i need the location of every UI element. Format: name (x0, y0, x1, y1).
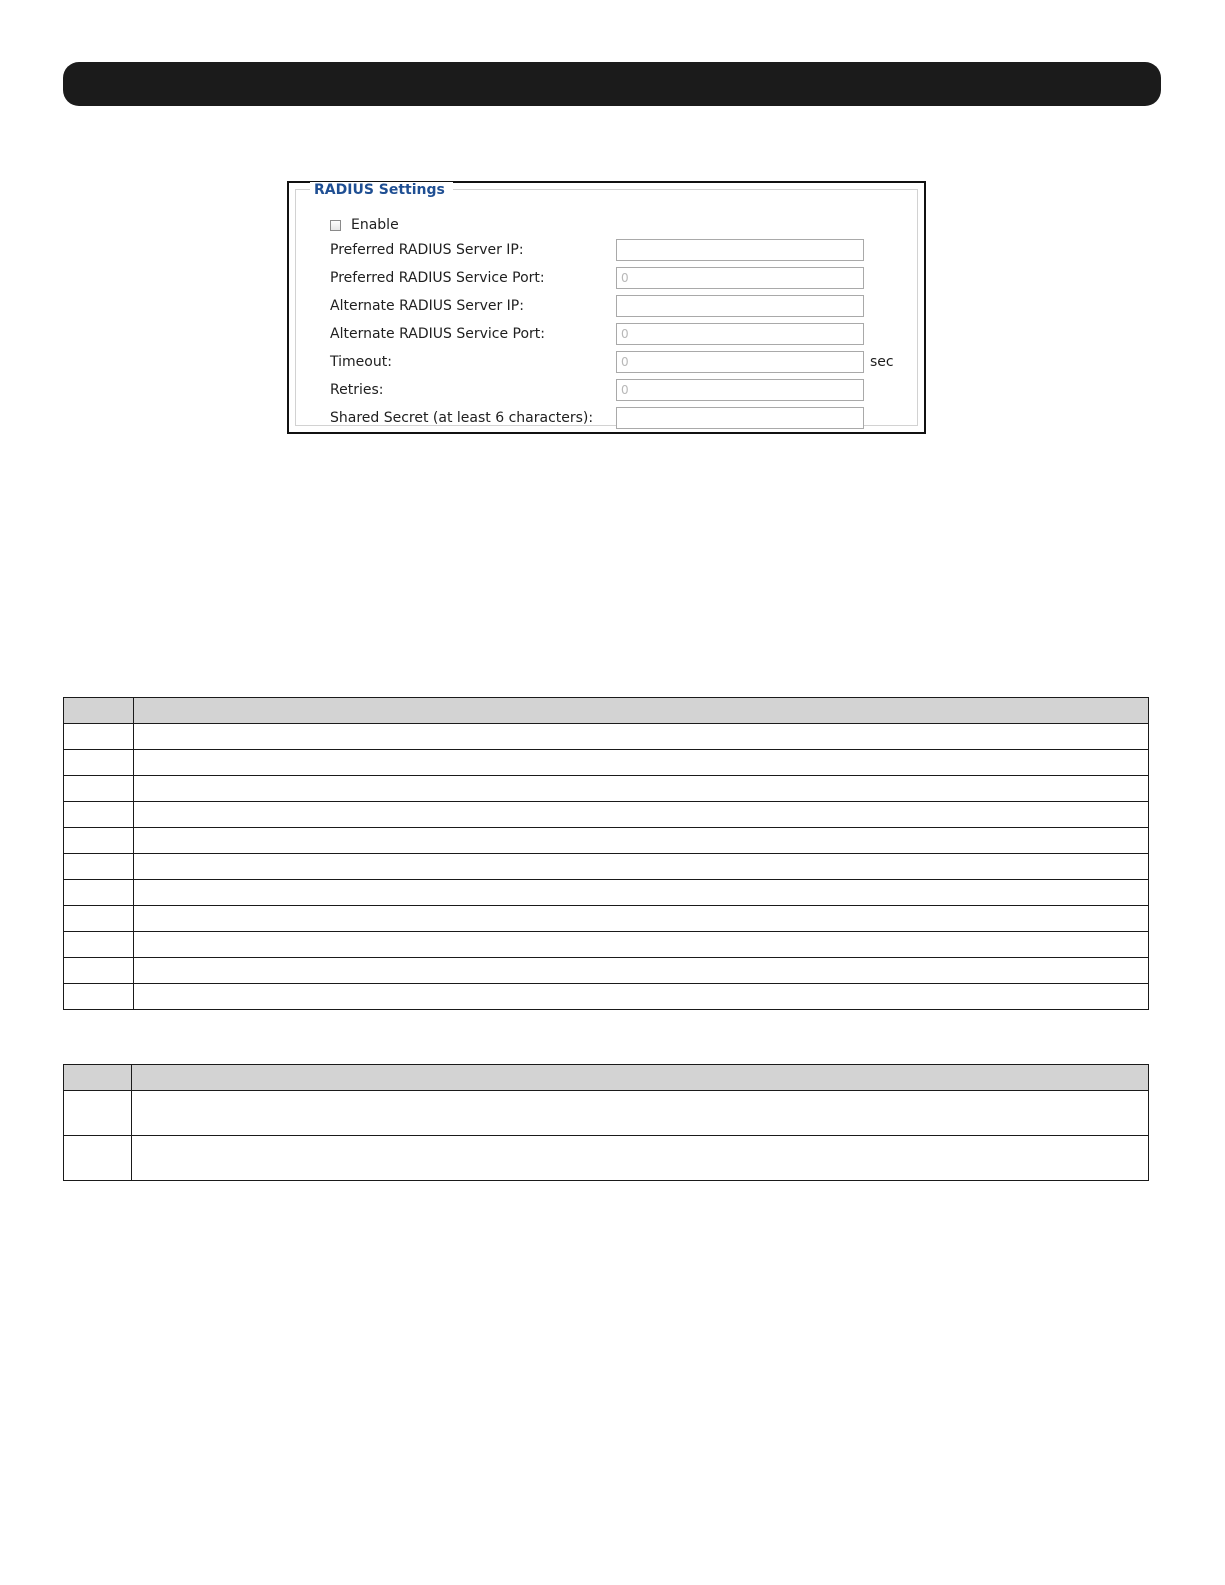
preferred-service-port-input[interactable]: 0 (616, 267, 864, 289)
radius-settings-legend: RADIUS Settings (310, 182, 453, 198)
table-row (64, 802, 1149, 828)
table-cell (132, 1091, 1149, 1136)
preferred-server-ip-row (330, 239, 910, 263)
alternate-service-port-input[interactable]: 0 (616, 323, 864, 345)
table-cell (64, 958, 134, 984)
table-cell (64, 750, 134, 776)
table-row (64, 906, 1149, 932)
preferred-service-port-row (330, 267, 910, 291)
enable-label: Enable (351, 217, 399, 233)
alternate-service-port-row (330, 323, 910, 347)
enable-row[interactable] (330, 217, 399, 233)
table-cell (64, 802, 134, 828)
table-cell (64, 828, 134, 854)
table-cell (64, 1091, 132, 1136)
table-header-cell (134, 698, 1149, 724)
table-cell (134, 958, 1149, 984)
table-header-cell (64, 698, 134, 724)
radius-settings-panel (287, 181, 926, 434)
table-row (64, 828, 1149, 854)
table-row (64, 724, 1149, 750)
table-header-cell (132, 1065, 1149, 1091)
alternate-server-ip-row (330, 295, 910, 319)
table-cell (134, 828, 1149, 854)
table-cell (64, 932, 134, 958)
retries-label: Retries: (330, 382, 384, 398)
table-row (64, 958, 1149, 984)
table-row (64, 776, 1149, 802)
table-cell (64, 906, 134, 932)
table-row (64, 1136, 1149, 1181)
alternate-server-ip-label: Alternate RADIUS Server IP: (330, 298, 524, 314)
retries-row (330, 379, 910, 403)
shared-secret-row (330, 407, 910, 431)
alternate-service-port-label: Alternate RADIUS Service Port: (330, 326, 545, 342)
table-cell (134, 802, 1149, 828)
table-cell (64, 984, 134, 1010)
table-cell (64, 1136, 132, 1181)
preferred-server-ip-input[interactable] (616, 239, 864, 261)
enable-checkbox[interactable] (330, 220, 341, 231)
table-cell (134, 906, 1149, 932)
settings-description-table (63, 697, 1149, 1010)
table-cell (64, 880, 134, 906)
timeout-input[interactable]: 0 (616, 351, 864, 373)
page-header-bar (63, 62, 1161, 106)
table-row (64, 984, 1149, 1010)
table-row (64, 854, 1149, 880)
table-row (64, 932, 1149, 958)
secondary-description-table (63, 1064, 1149, 1181)
table-cell (64, 854, 134, 880)
table-cell (134, 776, 1149, 802)
shared-secret-label: Shared Secret (at least 6 characters): (330, 410, 594, 426)
table-cell (134, 932, 1149, 958)
preferred-server-ip-label: Preferred RADIUS Server IP: (330, 242, 524, 258)
timeout-label: Timeout: (330, 354, 392, 370)
table-header-cell (64, 1065, 132, 1091)
shared-secret-input[interactable] (616, 407, 864, 429)
table-cell (64, 776, 134, 802)
table-cell (134, 750, 1149, 776)
alternate-server-ip-input[interactable] (616, 295, 864, 317)
retries-input[interactable]: 0 (616, 379, 864, 401)
table-cell (134, 854, 1149, 880)
radius-settings-fieldset (295, 182, 918, 426)
table-header-row (64, 1065, 1149, 1091)
table-cell (134, 984, 1149, 1010)
table-header-row (64, 698, 1149, 724)
table-row (64, 750, 1149, 776)
table-cell (134, 724, 1149, 750)
timeout-unit: sec (870, 354, 894, 370)
preferred-service-port-label: Preferred RADIUS Service Port: (330, 270, 545, 286)
table-cell (132, 1136, 1149, 1181)
table-row (64, 1091, 1149, 1136)
table-cell (64, 724, 134, 750)
table-cell (134, 880, 1149, 906)
table-row (64, 880, 1149, 906)
timeout-row (330, 351, 910, 375)
